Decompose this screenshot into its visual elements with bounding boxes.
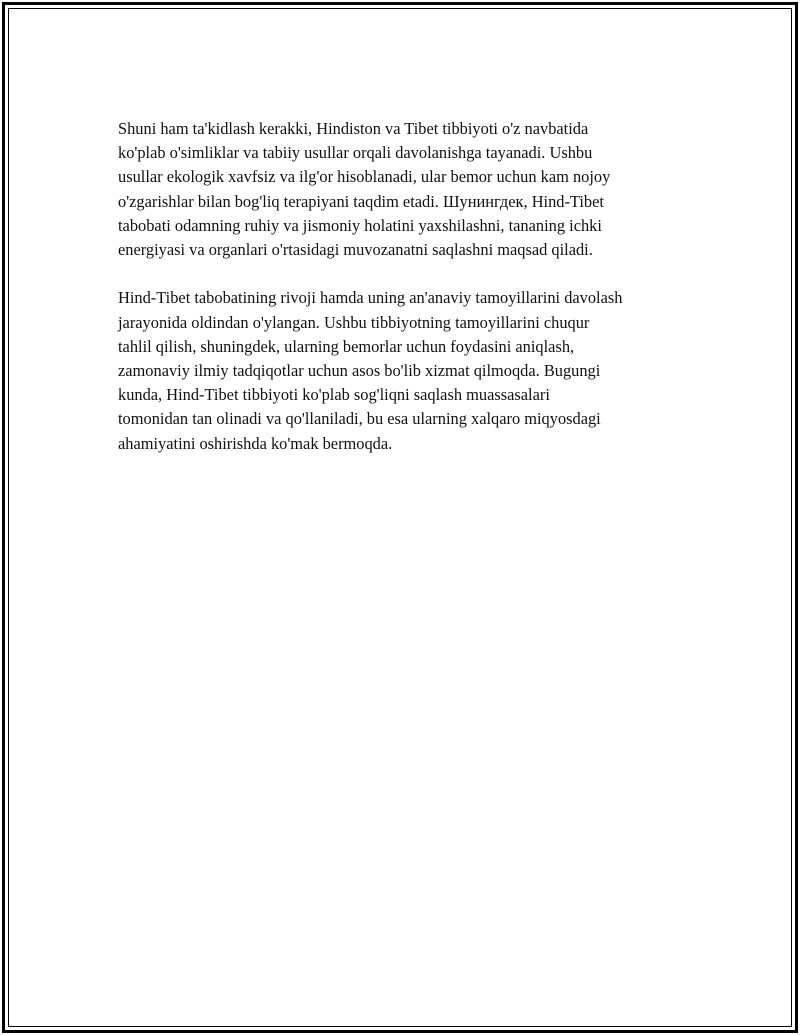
text-line: ahamiyatini oshirishda ko'mak bermoqda. — [118, 433, 393, 453]
text-line: kunda, Hind-Tibet tibbiyoti ko'plab sog'liqni saqlash muassasalari — [118, 385, 550, 405]
paragraph-2 — [118, 286, 698, 455]
text-line: tahlil qilish, shuningdek, ularning bemorlar uchun foydasini aniqlash, — [118, 336, 575, 356]
paragraph-1 — [118, 117, 698, 262]
text-line: ko'plab o'simliklar va tabiiy usullar orqali davolanishga tayanadi. Ushbu — [118, 143, 593, 163]
text-line: o'zgarishlar bilan bog'liq terapiyani taqdim etadi. Шунингдек, Hind-Tibet — [118, 191, 604, 211]
text-line: jarayonida oldindan o'ylangan. Ushbu tibbiyotning tamoyillarini chuqur — [118, 312, 590, 332]
text-line: zamonaviy ilmiy tadqiqotlar uchun asos bo'lib xizmat qilmoqda. Bugungi — [118, 361, 601, 381]
text-line: tomonidan tan olinadi va qo'llaniladi, bu esa ularning xalqaro miqyosdagi — [118, 409, 601, 429]
text-line: tabobati odamning ruhiy va jismoniy holatini yaxshilashni, tananing ichki — [118, 215, 602, 235]
text-line: energiyasi va organlari o'rtasidagi muvozanatni saqlashni maqsad qiladi. — [118, 240, 593, 260]
document-body — [118, 117, 698, 480]
text-line: usullar ekologik xavfsiz va ilg'or hisoblanadi, ular bemor uchun kam nojoy — [118, 167, 611, 187]
text-line: Hind-Tibet tabobatining rivoji hamda uning an'anaviy tamoyillarini davolash — [118, 288, 623, 308]
text-line: Shuni ham ta'kidlash kerakki, Hindiston va Tibet tibbiyoti o'z navbatida — [118, 119, 589, 138]
